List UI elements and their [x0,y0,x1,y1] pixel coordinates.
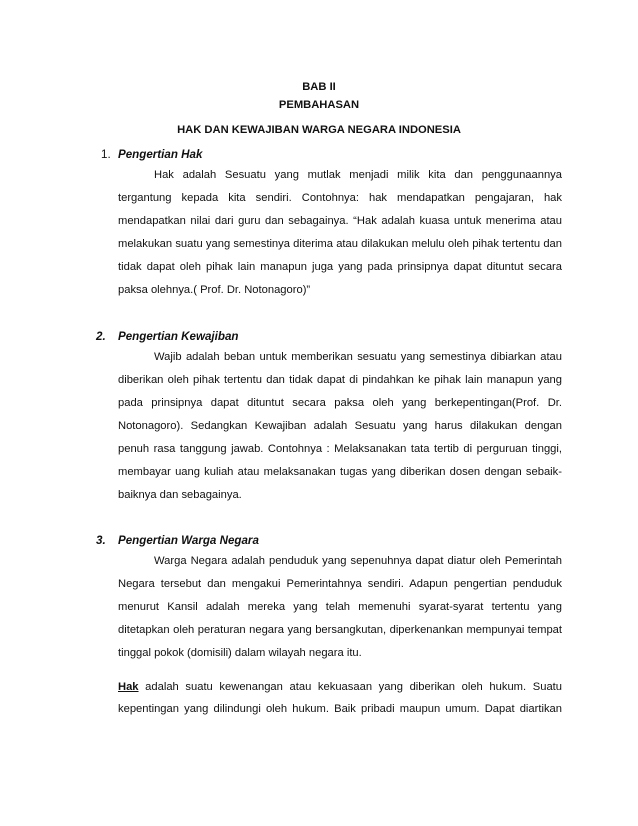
section-3-number: 3. [96,534,106,547]
hak-term: Hak [118,681,139,693]
section-3-title: Pengertian Warga Negara [118,534,259,547]
section-1-title: Pengertian Hak [118,148,203,161]
section-2-number: 2. [96,330,106,343]
section-2-paragraph: Wajib adalah beban untuk memberikan sesuatu yang semestinya dibiarkan atau diberikan oleh pihak tertentu dan tidak dapat di pindahkan ke pihak lain manapun yang pada prinsipnya dapat dituntut secara paksa oleh yang berkepentingan(Prof. Dr. Notonagoro). Sedangkan Kewajiban adalah Sesuatu yang harus dilakukan dengan penuh rasa tanggung jawab. Contohnya : Melaksanakan tata tertib di perguruan tinggi, membayar uang kuliah atau melaksanakan tugas yang diberikan dosen dengan sebaik-baiknya dan sebagainya. [118,351,562,501]
section-2-heading [96,330,238,344]
section-3-paragraph: Warga Negara adalah penduduk yang sepenuhnya dapat diatur oleh Pemerintah Negara tersebut dan mengakui Pemerintahnya sendiri. Adapun pengertian penduduk menurut Kansil adalah mereka yang telah memenuhi syarat-syarat tertentu yang ditetapkan oleh peraturan negara yang bersangkutan, diperkenankan mempunyai tempat tinggal pokok (domisili) dalam wilayah negara itu. [118,555,562,659]
section-label: PEMBAHASAN [278,99,360,111]
section-1-number: 1. [101,148,111,161]
hak-paragraph: Hak adalah suatu kewenangan atau kekuasaan yang diberikan oleh hukum. Suatu kepentingan yang dilindungi oleh hukum. Baik pribadi maupun umum. Dapat diartikan [118,681,562,715]
document-title: HAK DAN KEWAJIBAN WARGA NEGARA INDONESIA [177,124,461,136]
chapter-label: BAB II [302,81,336,93]
section-3-heading [96,534,259,548]
section-2-title: Pengertian Kewajiban [118,330,239,343]
section-1-paragraph: Hak adalah Sesuatu yang mutlak menjadi milik kita dan penggunaannya tergantung kepada kita sendiri. Contohnya: hak mendapatkan pengajaran, hak mendapatkan nilai dari guru dan sebagainya. “Hak adalah kuasa untuk menerima atau melakukan suatu yang semestinya diterima atau dilakukan melulu oleh pihak tertentu dan tidak dapat oleh pihak lain manapun juga yang pada prinsipnya dapat dituntut secara paksa olehnya.( Prof. Dr. Notonagoro)” [118,169,562,296]
section-1-heading [101,148,202,162]
